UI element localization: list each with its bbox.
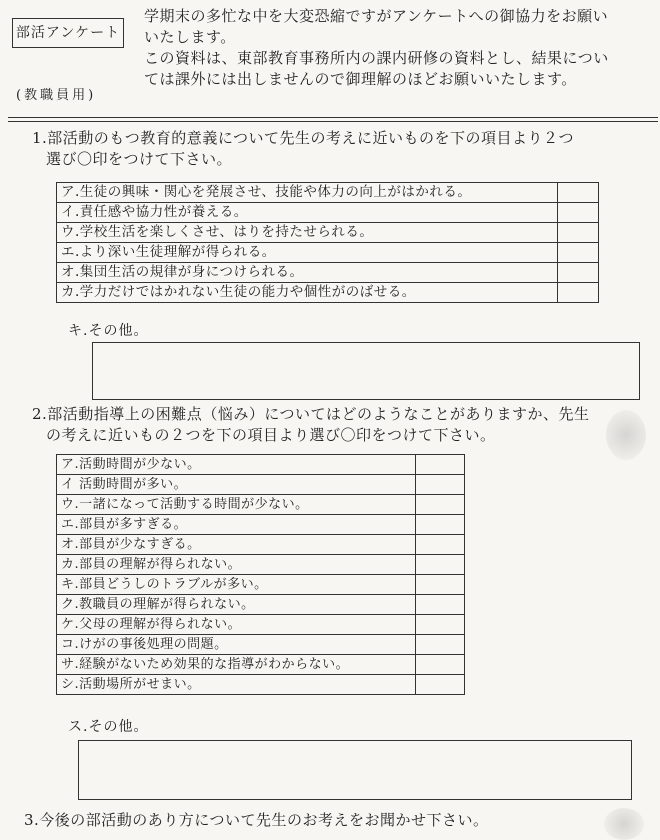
- question-1: [32, 128, 574, 170]
- option-label: キ.部員どうしのトラブルが多い。: [57, 575, 416, 595]
- option-row: [57, 675, 465, 695]
- option-label: サ.経験がないため効果的な指導がわからない。: [57, 655, 416, 675]
- answer-cell[interactable]: [558, 183, 599, 203]
- option-label: エ.部員が多すぎる。: [57, 515, 416, 535]
- option-label: ク.教職員の理解が得られない。: [57, 595, 416, 615]
- option-row: [57, 555, 465, 575]
- option-label: イ.責任感や協力性が養える。: [57, 203, 558, 223]
- question-1-options-table: [56, 182, 599, 303]
- other-answer-box[interactable]: [78, 740, 632, 800]
- option-row: [57, 223, 599, 243]
- option-label: オ.集団生活の規律が身につけられる。: [57, 263, 558, 283]
- option-label: ケ.父母の理解が得られない。: [57, 615, 416, 635]
- option-row: [57, 455, 465, 475]
- question-2: [32, 404, 590, 446]
- question-2-line: の考えに近いもの２つを下の項目より選び〇印をつけて下さい。: [46, 426, 496, 444]
- option-label: オ.部員が少なすぎる。: [57, 535, 416, 555]
- other-label: キ.その他。: [68, 323, 149, 339]
- option-row: [57, 595, 465, 615]
- answer-cell[interactable]: [416, 515, 465, 535]
- answer-cell[interactable]: [558, 283, 599, 303]
- answer-cell[interactable]: [416, 555, 465, 575]
- answer-cell[interactable]: [416, 615, 465, 635]
- option-label: ア.活動時間が少ない。: [57, 455, 416, 475]
- option-label: コ.けがの事後処理の問題。: [57, 635, 416, 655]
- scan-smudge: [606, 410, 646, 460]
- divider-top: [8, 117, 658, 118]
- answer-cell[interactable]: [416, 635, 465, 655]
- option-row: [57, 515, 465, 535]
- intro-line: この資料は、東部教育事務所内の課内研修の資料とし、結果につい: [144, 49, 609, 67]
- option-row: [57, 495, 465, 515]
- answer-cell[interactable]: [416, 675, 465, 695]
- answer-cell[interactable]: [558, 223, 599, 243]
- answer-cell[interactable]: [558, 243, 599, 263]
- option-label: ウ.学校生活を楽しくさせ、はりを持たせられる。: [57, 223, 558, 243]
- option-row: [57, 635, 465, 655]
- option-label: カ.学力だけではかれない生徒の能力や個性がのばせる。: [57, 283, 558, 303]
- other-answer-box[interactable]: [92, 342, 640, 400]
- option-label: ウ.一諸になって活動する時間が少ない。: [57, 495, 416, 515]
- divider-bottom: [8, 121, 658, 122]
- intro-line: 学期末の多忙な中を大変恐縮ですがアンケートへの御協力をお願い: [144, 7, 609, 25]
- option-row: [57, 655, 465, 675]
- option-row: [57, 243, 599, 263]
- answer-cell[interactable]: [416, 595, 465, 615]
- option-label: エ.より深い生徒理解が得られる。: [57, 243, 558, 263]
- answer-cell[interactable]: [416, 575, 465, 595]
- option-label: ア.生徒の興味・関心を発展させ、技能や体力の向上がはかれる。: [57, 183, 558, 203]
- answer-cell[interactable]: [416, 655, 465, 675]
- answer-cell[interactable]: [416, 535, 465, 555]
- option-row: [57, 283, 599, 303]
- answer-cell[interactable]: [416, 455, 465, 475]
- audience-label: (教職員用): [16, 88, 97, 103]
- question-2-line: 2.部活動指導上の困難点（悩み）についてはどのようなことがありますか、先生: [32, 405, 590, 423]
- other-label: ス.その他。: [68, 719, 149, 735]
- option-row: [57, 535, 465, 555]
- option-label: シ.活動場所がせまい。: [57, 675, 416, 695]
- option-row: [57, 183, 599, 203]
- option-row: [57, 475, 465, 495]
- question-3: 3.今後の部活動のあり方について先生のお考えをお聞かせ下さい。: [24, 811, 489, 829]
- question-1-line: 選び〇印をつけて下さい。: [46, 150, 233, 168]
- option-label: イ 活動時間が多い。: [57, 475, 416, 495]
- option-row: [57, 615, 465, 635]
- option-label: カ.部員の理解が得られない。: [57, 555, 416, 575]
- answer-cell[interactable]: [416, 475, 465, 495]
- intro-text: [144, 6, 654, 90]
- survey-title: 部活アンケート: [12, 18, 124, 48]
- answer-cell[interactable]: [558, 203, 599, 223]
- question-1-line: 1.部活動のもつ教育的意義について先生の考えに近いものを下の項目より２つ: [32, 129, 575, 147]
- option-row: [57, 263, 599, 283]
- intro-line: いたします。: [144, 28, 236, 46]
- intro-line: ては課外には出しませんので御理解のほどお願いいたします。: [144, 70, 577, 88]
- option-row: [57, 203, 599, 223]
- answer-cell[interactable]: [416, 495, 465, 515]
- option-row: [57, 575, 465, 595]
- answer-cell[interactable]: [558, 263, 599, 283]
- question-2-options-table: [56, 454, 465, 695]
- scan-smudge: [604, 808, 644, 840]
